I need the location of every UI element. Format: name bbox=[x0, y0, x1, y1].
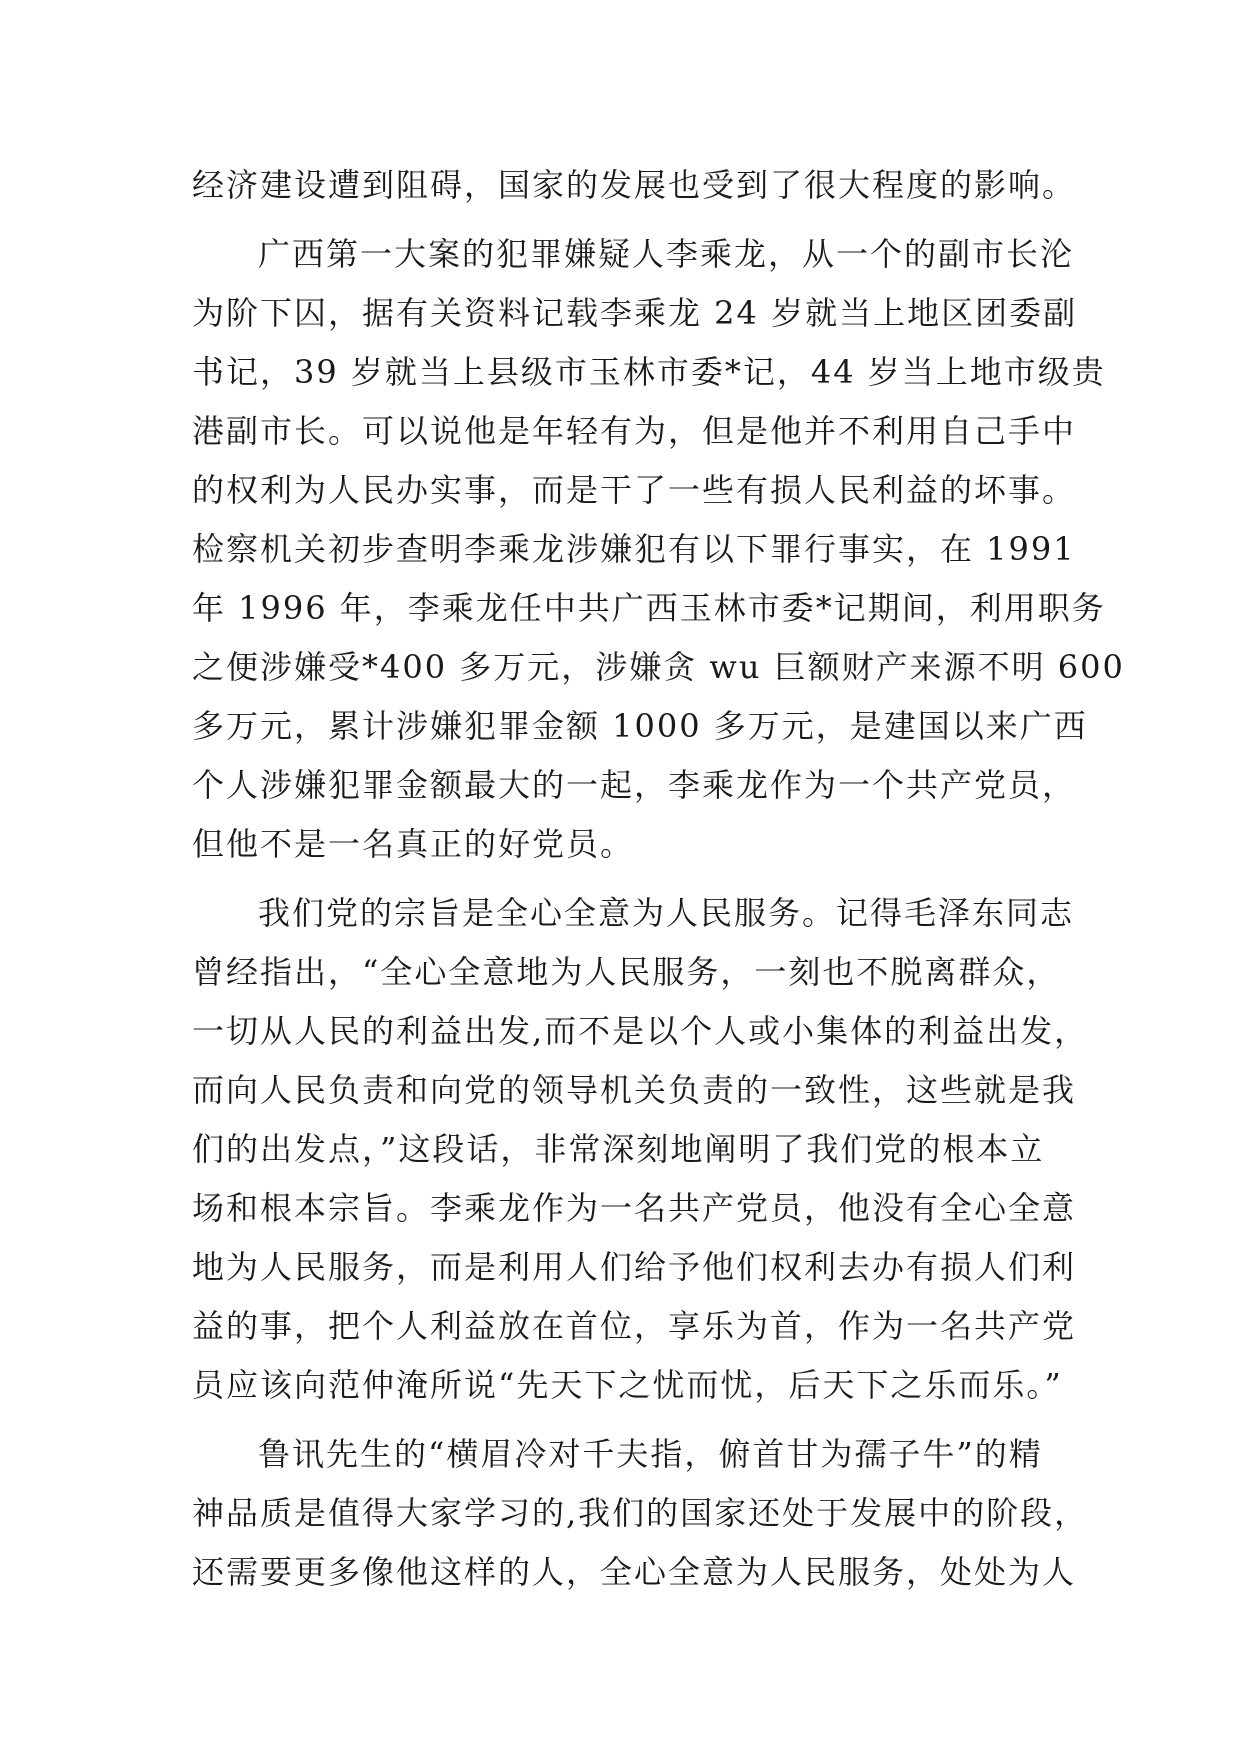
text-line: 员应该向范仲淹所说“先天下之忧而忧，后天下之乐而乐。” bbox=[192, 1366, 1063, 1404]
text-line: 地为人民服务，而是利用人们给予他们权利去办有损人们利 bbox=[192, 1248, 1077, 1286]
text-line: 们的出发点，”这段话，非常深刻地阐明了我们党的根本立 bbox=[192, 1130, 1045, 1168]
text-line: 还需要更多像他这样的人，全心全意为人民服务，处处为人 bbox=[192, 1553, 1077, 1591]
text-line: 年 1996 年，李乘龙任中共广西玉林市委*记期间，利用职务 bbox=[192, 589, 1106, 627]
text-line: 但他不是一名真正的好党员。 bbox=[192, 825, 635, 863]
text-line: 益的事，把个人利益放在首位，享乐为首，作为一名共产党 bbox=[192, 1307, 1077, 1345]
text-line: 场和根本宗旨。李乘龙作为一名共产党员，他没有全心全意 bbox=[192, 1189, 1077, 1227]
text-line: 个人涉嫌犯罪金额最大的一起，李乘龙作为一个共产党员， bbox=[192, 766, 1077, 804]
text-line: 检察机关初步查明李乘龙涉嫌犯有以下罪行事实，在 1991 bbox=[192, 530, 1076, 568]
text-line: 经济建设遭到阻碍，国家的发展也受到了很大程度的影响。 bbox=[192, 166, 1077, 204]
paragraph-first-line: 广西第一大案的犯罪嫌疑人李乘龙，从一个的副市长沦 bbox=[258, 235, 1075, 273]
text-line: 之便涉嫌受*400 多万元，涉嫌贪 wu 巨额财产来源不明 600 bbox=[192, 648, 1125, 686]
text-line: 一切从人民的利益出发,而不是以个人或小集体的利益出发， bbox=[192, 1012, 1089, 1050]
text-line: 书记，39 岁就当上县级市玉林市委*记，44 岁当上地市级贵 bbox=[192, 353, 1106, 391]
document-body bbox=[192, 156, 1125, 1602]
text-line: 神品质是值得大家学习的,我们的国家还处于发展中的阶段， bbox=[192, 1494, 1089, 1532]
text-line: 的权利为人民办实事，而是干了一些有损人民利益的坏事。 bbox=[192, 471, 1077, 509]
paragraph-first-line: 鲁讯先生的“横眉冷对千夫指，俯首甘为孺子牛”的精 bbox=[258, 1435, 1043, 1473]
text-line: 而向人民负责和向党的领导机关负责的一致性，这些就是我 bbox=[192, 1071, 1077, 1109]
text-line: 曾经指出，“全心全意地为人民服务，一刻也不脱离群众， bbox=[192, 953, 1061, 991]
text-line: 港副市长。可以说他是年轻有为，但是他并不利用自己手中 bbox=[192, 412, 1077, 450]
paragraph-first-line: 我们党的宗旨是全心全意为人民服务。记得毛泽东同志 bbox=[258, 894, 1075, 932]
text-line: 多万元，累计涉嫌犯罪金额 1000 多万元，是建国以来广西 bbox=[192, 707, 1088, 745]
text-line: 为阶下囚，据有关资料记载李乘龙 24 岁就当上地区团委副 bbox=[192, 294, 1078, 332]
